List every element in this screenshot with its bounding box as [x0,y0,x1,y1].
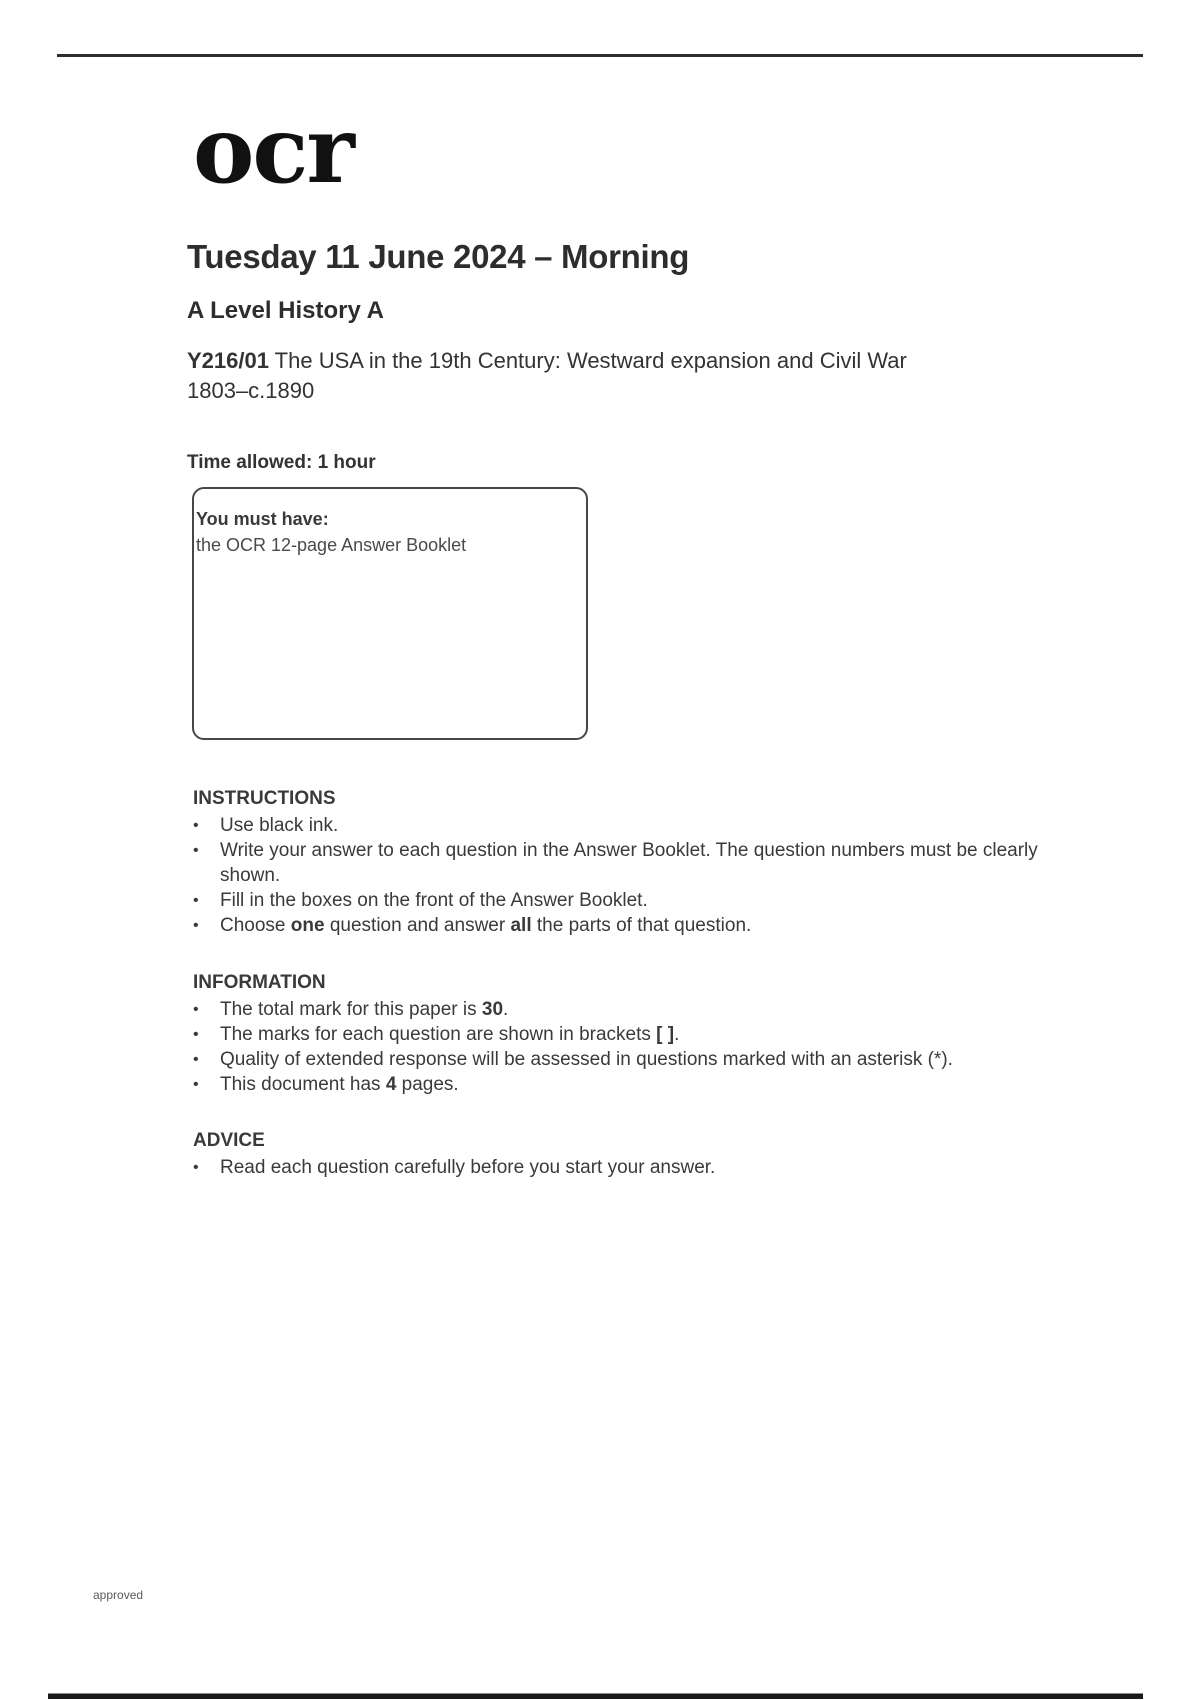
bullet-glyph: • [193,1001,199,1018]
information-section [193,970,1073,1097]
bullet-glyph: • [193,1026,199,1043]
bullet-item-text: Quality of extended response will be assessed in questions marked with an asterisk (*). [220,1049,953,1070]
bottom-bar [48,1693,1143,1699]
top-rule [57,54,1143,57]
time-allowed: Time allowed: 1 hour [187,452,376,473]
bullet-glyph: • [193,917,199,934]
approved-note: approved [93,1588,144,1602]
bullet-item-text: This document has 4 pages. [220,1074,459,1095]
advice-heading: ADVICE [193,1130,265,1151]
ocr-logo: ocr [193,96,353,204]
bullet-item-text: Write your answer to each question in the Answer Booklet. The question numbers must be clearly shown. [220,840,1044,886]
paper-title-line [187,346,947,406]
bullet-item [193,913,1073,938]
instructions-section [193,786,1073,938]
must-have-item: the OCR 12-page Answer Booklet [196,535,467,555]
bullet-item-text: Use black ink. [220,815,339,836]
information-list [193,997,1073,1097]
bullet-item [193,997,1073,1022]
bullet-glyph: • [193,842,199,859]
advice-list [193,1155,1073,1180]
bullet-item-text: Read each question carefully before you start your answer. [220,1157,716,1178]
bullet-item [193,888,1073,913]
bullet-item-text: The marks for each question are shown in brackets [ ]. [220,1024,680,1045]
bullet-item [193,1072,1073,1097]
paper-code: Y216/01 [187,348,269,373]
instructions-list [193,813,1073,938]
bullet-item [193,813,1073,838]
bullet-item [193,1155,1073,1180]
must-have-label: You must have: [196,509,329,529]
bullet-glyph: • [193,1076,199,1093]
bullet-item [193,838,1073,888]
bullet-glyph: • [193,892,199,909]
bullet-glyph: • [193,1159,199,1176]
bullet-glyph: • [193,817,199,834]
information-heading: INFORMATION [193,972,326,993]
advice-section [193,1128,1073,1180]
bullet-glyph: • [193,1051,199,1068]
bullet-item-text: Fill in the boxes on the front of the Answer Booklet. [220,890,648,911]
you-must-have-box [192,487,588,740]
qualification-title: A Level History A [187,297,384,324]
bullet-item-text: Choose one question and answer all the parts of that question. [220,915,752,936]
exam-date-title: Tuesday 11 June 2024 – Morning [187,238,690,275]
bullet-item [193,1047,1073,1072]
bullet-item [193,1022,1073,1047]
bullet-item-text: The total mark for this paper is 30. [220,999,509,1020]
instructions-heading: INSTRUCTIONS [193,788,336,809]
paper-title: The USA in the 19th Century: Westward expansion and Civil War 1803–c.1890 [187,348,907,403]
